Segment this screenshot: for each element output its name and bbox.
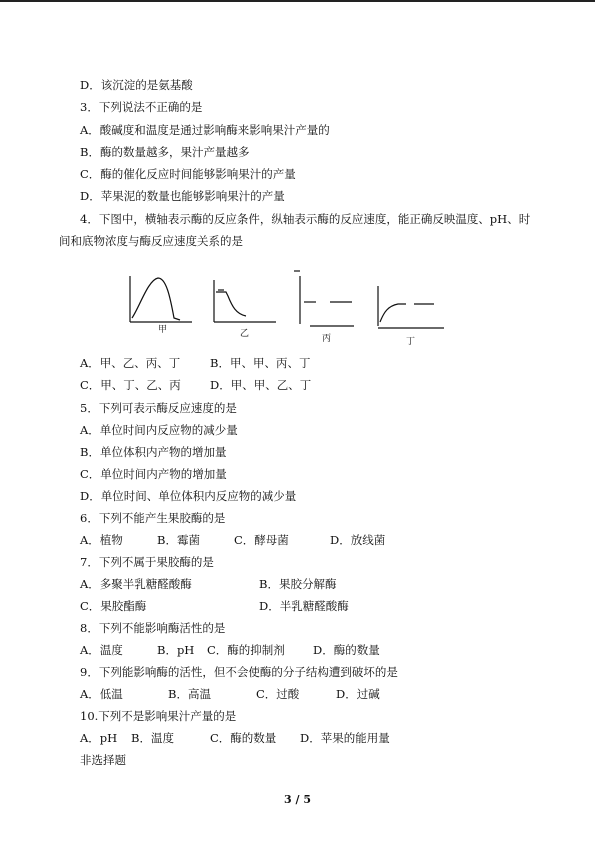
q4-option-d: D．甲、甲、乙、丁 [210,378,312,392]
q3-option-a: A．酸碱度和温度是通过影响酶来影响果汁产量的 [80,123,330,137]
q6-option-c: C．酵母菌 [234,533,289,547]
q9-stem: 9．下列能影响酶的活性，但不会使酶的分子结构遭到破坏的是 [80,665,398,679]
q3-option-b: B．酶的数量越多，果汁产量越多 [80,145,250,159]
q10-option-c: C．酶的数量 [210,731,277,745]
q9-option-a: A．低温 [80,687,123,701]
q5-option-d: D．单位时间、单位体积内反应物的减少量 [80,489,297,503]
q9-option-c: C．过酸 [256,687,300,701]
graph-ding [378,286,444,328]
graph-yi [214,280,276,322]
graph-label-bing: 丙 [322,334,332,344]
q7-stem: 7．下列不属于果胶酶的是 [80,555,214,569]
graph-bing [294,271,354,326]
q4-stem-line2: 间和底物浓度与酶反应速度关系的是 [59,234,243,248]
q4-option-b: B．甲、甲、丙、丁 [210,356,311,370]
q9-option-d: D．过碱 [336,687,380,701]
q3-option-c: C．酶的催化反应时间能够影响果汁的产量 [80,167,296,181]
q8-stem: 8．下列不能影响酶活性的是 [80,621,226,635]
page-number: 3 / 5 [284,793,311,806]
section-heading: 非选择题 [80,753,126,767]
q5-option-b: B．单位体积内产物的增加量 [80,445,227,459]
q9-option-b: B．高温 [168,687,211,701]
graph-label-yi: 乙 [240,329,250,339]
q3-option-d: D．苹果泥的数量也能够影响果汁的产量 [80,189,285,203]
graph-label-jia: 甲 [158,325,168,335]
enzyme-rate-graphs [122,266,462,350]
q10-option-a: A．pH [80,731,118,745]
q8-option-b: B．pH [157,643,195,657]
q6-option-a: A．植物 [80,533,123,547]
q5-option-c: C．单位时间内产物的增加量 [80,467,227,481]
q2-option-d: D．该沉淀的是氨基酸 [80,78,193,92]
q7-option-a: A．多聚半乳糖醛酸酶 [80,577,192,591]
q4-option-a: A．甲、乙、丙、丁 [80,356,181,370]
q10-stem: 10.下列不是影响果汁产量的是 [80,709,237,723]
q8-option-a: A．温度 [80,643,123,657]
q3-stem: 3．下列说法不正确的是 [80,100,203,114]
q6-option-b: B．霉菌 [157,533,200,547]
q7-option-d: D．半乳糖醛酸酶 [259,599,349,613]
q6-stem: 6．下列不能产生果胶酶的是 [80,511,226,525]
q4-option-c: C．甲、丁、乙、丙 [80,378,181,392]
graph-label-ding: 丁 [406,337,416,347]
q4-stem-line1: 4．下图中，横轴表示酶的反应条件，纵轴表示酶的反应速度，能正确反映温度、pH、时 [80,212,531,226]
q5-stem: 5．下列可表示酶反应速度的是 [80,401,237,415]
q8-option-d: D．酶的数量 [313,643,380,657]
q5-option-a: A．单位时间内反应物的减少量 [80,423,238,437]
q10-option-d: D．苹果的能用量 [300,731,390,745]
q8-option-c: C．酶的抑制剂 [207,643,285,657]
q7-option-c: C．果胶酯酶 [80,599,147,613]
graph-jia [130,276,192,322]
q6-option-d: D．放线菌 [330,533,386,547]
q7-option-b: B．果胶分解酶 [259,577,337,591]
q10-option-b: B．温度 [131,731,174,745]
top-rule [0,0,595,2]
